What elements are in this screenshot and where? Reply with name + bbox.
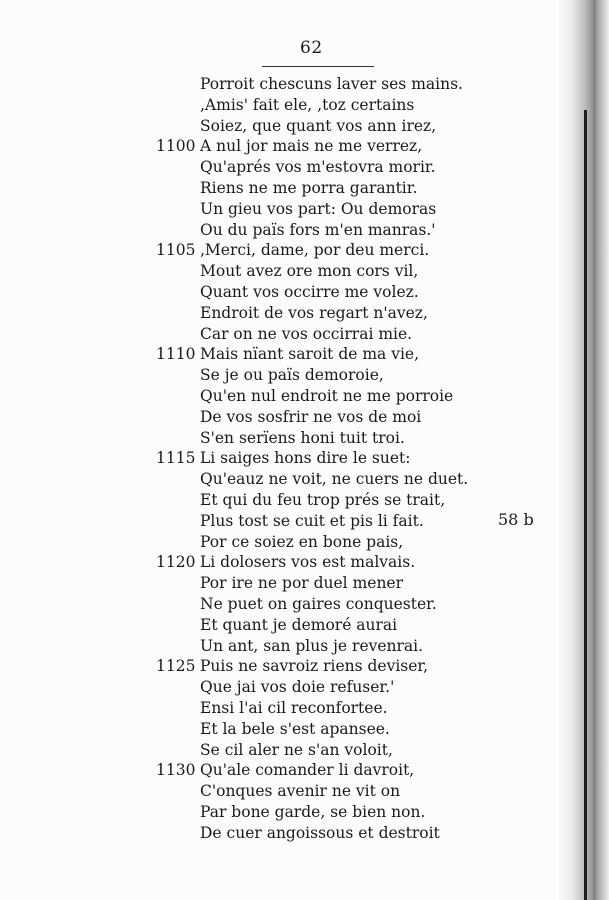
line-text: Ne puet on gaires conquester. (200, 594, 437, 613)
line-number: 1125 (156, 657, 196, 676)
line-text: Qu'ale comander li davroit, (200, 761, 415, 780)
line-text: Par bone garde, se bien non. (200, 802, 426, 821)
verse-line (150, 656, 510, 677)
verse-line (150, 719, 510, 740)
verse-line (150, 636, 510, 657)
line-text: Soiez, que quant vos ann irez, (200, 116, 437, 135)
verse-text (150, 74, 510, 843)
line-number: 1120 (156, 553, 196, 572)
verse-line (150, 407, 510, 428)
line-text: Que jai vos doie refuser.' (200, 678, 395, 697)
verse-line (150, 532, 510, 553)
line-text: Se cil aler ne s'an voloit, (200, 740, 393, 759)
line-number: 1110 (156, 345, 196, 364)
line-text: Por ce soiez en bone pais, (200, 532, 404, 551)
line-text: Et qui du feu trop prés se trait, (200, 490, 446, 509)
line-text: Se je ou païs demoroie, (200, 366, 384, 385)
line-text: ‚Amis' fait ele, ‚toz certains (200, 95, 415, 114)
line-text: Qu'eauz ne voit, ne cuers ne duet. (200, 470, 469, 489)
verse-line (150, 220, 510, 241)
line-text: Li saiges hons dire le suet: (200, 449, 411, 468)
line-text: Car on ne vos occirrai mie. (200, 324, 413, 343)
verse-line (150, 303, 510, 324)
line-text: ‚Merci, dame, por deu merci. (200, 241, 430, 260)
marginal-note: 58 b (498, 510, 534, 529)
line-text: Porroit chescuns laver ses mains. (200, 75, 463, 93)
line-text: Un ant, san plus je revenrai. (200, 636, 424, 655)
verse-line (150, 74, 510, 95)
verse-line (150, 469, 510, 490)
verse-line (150, 365, 510, 386)
line-text: C'onques avenir ne vit on (200, 782, 401, 801)
line-text: Endroit de vos regart n'avez, (200, 303, 428, 322)
verse-line (150, 698, 510, 719)
verse-line (150, 261, 510, 282)
verse-line (150, 823, 510, 844)
book-binding-edge (556, 0, 609, 900)
header-rule (262, 66, 374, 67)
verse-line (150, 240, 510, 261)
verse-line (150, 760, 510, 781)
verse-line (150, 282, 510, 303)
verse-line (150, 677, 510, 698)
line-text: S'en serïens honi tuit troi. (200, 428, 405, 447)
verse-line (150, 178, 510, 199)
line-text: De cuer angoissous et destroit (200, 823, 440, 842)
line-text: De vos sosfrir ne vos de moi (200, 407, 422, 426)
verse-line (150, 344, 510, 365)
line-text: Ou du païs fors m'en manras.' (200, 220, 436, 239)
line-text: Et la bele s'est apansee. (200, 719, 390, 738)
verse-line (150, 428, 510, 449)
line-text: Un gieu vos part: Ou demoras (200, 199, 437, 218)
verse-line (150, 573, 510, 594)
verse-line (150, 802, 510, 823)
page-edge-line (594, 0, 595, 900)
verse-line (150, 157, 510, 178)
line-text: Riens ne me porra garantir. (200, 178, 418, 197)
binding-shadow-line (584, 110, 587, 900)
line-text: Mout avez ore mon cors vil, (200, 262, 419, 281)
verse-line (150, 511, 510, 532)
line-number: 1100 (156, 137, 196, 156)
line-text: Quant vos occirre me volez. (200, 282, 419, 301)
verse-line (150, 324, 510, 345)
line-text: Qu'en nul endroit ne me porroie (200, 386, 454, 405)
verse-line (150, 386, 510, 407)
line-text: Mais nïant saroit de ma vie, (200, 345, 420, 364)
line-number: 1105 (156, 241, 196, 260)
line-text: Et quant je demoré aurai (200, 615, 398, 634)
verse-line (150, 136, 510, 157)
line-number: 1115 (156, 449, 196, 468)
verse-line (150, 448, 510, 469)
verse-line (150, 116, 510, 137)
verse-line (150, 615, 510, 636)
verse-line (150, 552, 510, 573)
verse-line (150, 594, 510, 615)
line-text: Por ire ne por duel mener (200, 574, 404, 593)
line-text: A nul jor mais ne me verrez, (200, 137, 423, 156)
page-number: 62 (300, 38, 323, 58)
line-text: Ensi l'ai cil reconfortee. (200, 698, 388, 717)
line-text: Puis ne savroiz riens deviser, (200, 657, 429, 676)
verse-line (150, 740, 510, 761)
verse-line (150, 95, 510, 116)
verse-line (150, 781, 510, 802)
line-text: Li dolosers vos est malvais. (200, 553, 416, 572)
line-number: 1130 (156, 761, 196, 780)
line-text: Plus tost se cuit et pis li fait. (200, 511, 424, 530)
line-text: Qu'aprés vos m'estovra morir. (200, 158, 436, 177)
verse-line (150, 199, 510, 220)
verse-line (150, 490, 510, 511)
